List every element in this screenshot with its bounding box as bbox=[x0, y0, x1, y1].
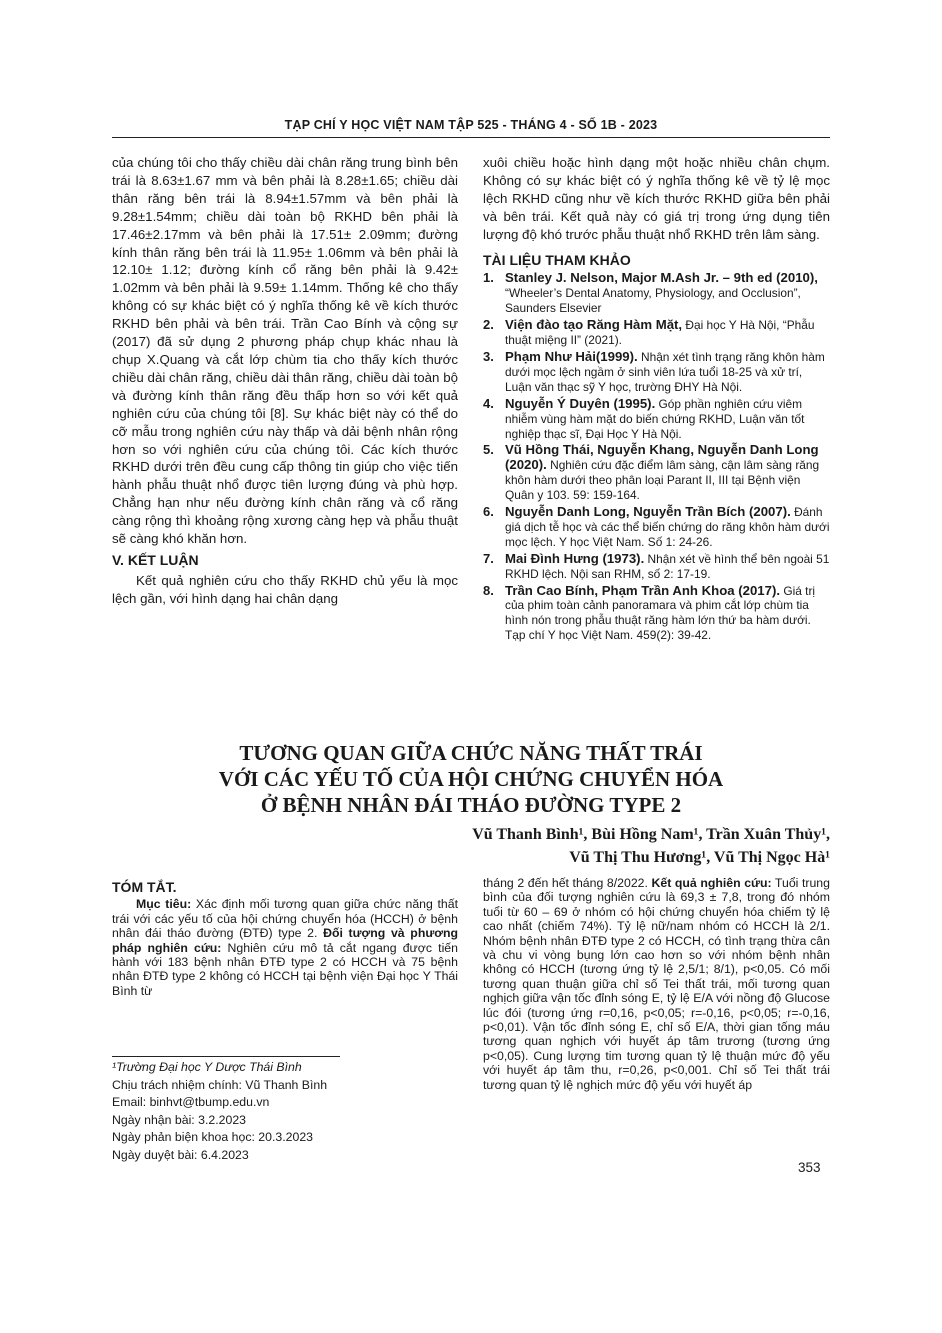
reference-item bbox=[483, 443, 830, 503]
header-rule bbox=[112, 137, 830, 138]
right-column bbox=[483, 154, 830, 645]
footnote-accepted: Ngày duyệt bài: 6.4.2023 bbox=[112, 1147, 249, 1162]
reference-authors: Mai Đình Hưng (1973). bbox=[505, 550, 645, 566]
abstract-heading: TÓM TẮT. bbox=[112, 879, 177, 895]
references-list bbox=[483, 271, 830, 643]
reference-number: 5. bbox=[483, 442, 494, 458]
abstract-paragraph bbox=[483, 876, 830, 1092]
footnote-affiliation: ¹Trường Đại học Y Dược Thái Bình bbox=[112, 1060, 302, 1074]
reference-item bbox=[483, 505, 830, 550]
reference-text: Đại học Y Hà Nội, “Phẫu thuật miệng II” (2021). bbox=[505, 318, 815, 348]
right-paragraph: xuôi chiều hoặc hình dạng một hoặc nhiều chân chụm. Không có sự khác biệt có ý nghĩa thống kê về tỷ lệ mọc lệch RKHD cũng như về kích thước RKHD giữa bên phải và bên trái. Kết quả này có giá trị trong ứng dụng tiên lượng độ khó trước phẫu thuật nhổ RKHD trên lâm sàng. bbox=[483, 155, 830, 242]
article-title-line: TƯƠNG QUAN GIỮA CHỨC NĂNG THẤT TRÁI bbox=[239, 741, 703, 765]
article-title-line: VỚI CÁC YẾU TỐ CỦA HỘI CHỨNG CHUYỂN HÓA bbox=[218, 767, 724, 791]
page-number: 353 bbox=[798, 1160, 821, 1175]
footnote-reviewed: Ngày phản biện khoa học: 20.3.2023 bbox=[112, 1130, 314, 1145]
results-text: Tuổi trung bình của đối tượng nghiên cứu là 69,3 ± 7,8, trong đó nhóm tuổi từ 60 – 69 ở nhóm có hội chứng chuyển hóa chiếm tỷ lệ cao nhất (chiếm 74%). Tỷ lệ nữ/nam nhóm có HCCH là 2/1. Nhóm bệnh nhân ĐTĐ type 2 có HCCH, có tình trạng thừa cân và chu vi vòng bụng lớn cao hơn so với nhóm bệnh nhân không có HCCH (tương ứng tỷ lệ 2,5/1; 8/1), p<0,05. Có mối tương quan thuận giữa chỉ số Tei thất trái, mối tương quan nghịch giữa vận tốc đỉnh sóng E, tỷ lệ E/A với nồng độ Glucose lúc đói (tương ứng r=0,16, p<0,05; r=-0,16, p<0,05; r=-0,16, p<0,01). Vận tốc đỉnh sóng E, chỉ số E/A, thời gian tống máu tương quan nghịch với huyết áp tâm trương (tương ứng p<0,05). Cung lượng tim tương quan tỷ lệ thuận mức độ yếu với huyết áp tâm thu, r=0,26, p<0,001. Chỉ số Tei thất trái tương quan tỷ lệ nghịch mức độ yếu với huyết áp bbox=[483, 876, 830, 1092]
reference-item bbox=[483, 397, 830, 442]
reference-authors: Phạm Như Hải(1999). bbox=[505, 348, 638, 364]
objective-text: Xác định mối tương quan giữa chức năng thất trái với các yếu tố của hội chứng chuyển hóa (HCCH) ở bệnh nhân đái tháo đường (ĐTĐ) type 2. bbox=[112, 897, 459, 941]
reference-number: 6. bbox=[483, 504, 494, 520]
abstract-left bbox=[112, 880, 458, 998]
authors-line: Vũ Thanh Bình¹, Bùi Hồng Nam¹, Trần Xuân Thủy¹, bbox=[472, 826, 830, 843]
reference-text: Đánh giá dịch tễ học và các thể biến chứng do răng khôn hàm dưới mọc lệch. Y học Việt Nam. Số 1: 24-26. bbox=[505, 505, 830, 549]
results-label: Kết quả nghiên cứu: bbox=[647, 876, 772, 890]
reference-number: 1. bbox=[483, 270, 494, 286]
reference-text: “Wheeler’s Dental Anatomy, Physiology, and Occlusion”, Saunders Elsevier bbox=[505, 286, 801, 316]
left-column bbox=[112, 154, 458, 608]
footnote bbox=[112, 1059, 327, 1165]
abstract-right bbox=[483, 876, 830, 1092]
reference-authors: Vũ Hồng Thái, Nguyễn Khang, Nguyễn Danh Long (2020). bbox=[505, 442, 819, 473]
reference-text: Nhận xét tình trạng răng khôn hàm dưới mọc lệch ngầm ở sinh viên lứa tuổi 18-25 và xử trí, Luận văn thạc sỹ Y học, trường ĐHY Hà Nội. bbox=[505, 349, 825, 394]
reference-item bbox=[483, 584, 830, 644]
footnote-rule bbox=[112, 1056, 340, 1057]
reference-authors: Trần Cao Bính, Phạm Trần Anh Khoa (2017). bbox=[505, 582, 781, 598]
conclusion-paragraph: Kết quả nghiên cứu cho thấy RKHD chủ yếu là mọc lệch gần, với hình dạng hai chân dạng bbox=[112, 572, 458, 606]
left-paragraph: của chúng tôi cho thấy chiều dài chân răng trung bình bên trái là 8.63±1.67 mm và bên phải là 8.28±1.65; chiều dài thân răng bên trái là 8.94±1.57mm và bên phải là 9.28±1.54mm; chiều dài toàn bộ RKHD bên phải là 17.46±2.17mm và bên phải là 17.51± 2.09mm; đường kính thân răng bên trái là 11.95± 1.06mm và bên phải là 12.10± 1.12; đường kính cổ răng bên phải là 9.42± 1.02mm và bên phải là 9.59± 1.14mm. Thống kê cho thấy không có sự khác biệt có ý nghĩa thống kê về kích thước RKHD bên phải và bên trái. Trần Cao Bính và cộng sự (2017) đã sử dụng 2 phương pháp chụp khác nhau là chụp X.Quang và cắt lớp chùm tia cho thấy kích thước chiều dài chân răng, chiều dài thân răng, chiều dài toàn bộ và đường kính thân răng đều thấp hơn so với kết quả nghiên cứu của chúng tôi [8]. Sự khác biệt này có thể do cỡ mẫu trong nghiên cứu này thấp và dải bệnh nhân rộng hơn so với nghiên cứu của chúng tôi. Các kích thước RKHD dưới trên đều cung cấp thông tin giúp cho việc tiến hành phẫu thuật nhổ được tiên lượng đúng và phù hợp. Chẳng hạn như nếu đường kính chân răng và cổ răng càng rộng thì khoảng rộng xương càng hẹp và phẫu thuật sẽ càng khó khăn hơn. bbox=[112, 155, 458, 547]
reference-authors: Stanley J. Nelson, Major M.Ash Jr. – 9th ed (2010), bbox=[505, 270, 818, 286]
reference-item bbox=[483, 350, 830, 395]
reference-number: 8. bbox=[483, 582, 494, 598]
reference-number: 4. bbox=[483, 395, 494, 411]
abstract-paragraph bbox=[112, 897, 458, 998]
footnote-corresponding: Chịu trách nhiệm chính: Vũ Thanh Bình bbox=[112, 1077, 328, 1092]
reference-authors: Viện đào tạo Răng Hàm Mặt, bbox=[505, 317, 683, 333]
authors-line: Vũ Thị Thu Hương¹, Vũ Thị Ngọc Hà¹ bbox=[569, 849, 830, 866]
reference-text: Góp phần nghiên cứu viêm nhiễm vùng hàm mặt do biến chứng RKHD, Luận văn tốt nghiệp thạc sĩ, Đại Học Y Hà Nội. bbox=[505, 396, 805, 441]
references-heading: TÀI LIỆU THAM KHẢO bbox=[483, 251, 631, 268]
reference-item bbox=[483, 271, 830, 316]
footnote-received: Ngày nhận bài: 3.2.2023 bbox=[112, 1112, 247, 1127]
footnote-email: Email: binhvt@tbump.edu.vn bbox=[112, 1095, 270, 1110]
reference-item bbox=[483, 552, 830, 582]
reference-number: 3. bbox=[483, 348, 494, 364]
methods-label: Đối tượng và phương pháp nghiên cứu: bbox=[112, 926, 458, 955]
reference-text: Giá trị của phim toàn cảnh panoramara và phim cắt lớp chùm tia hình nón trong phẫu thuật răng hàm lớn thứ ba hàm dưới. Tạp chí Y học Việt Nam. 459(2): 39-42. bbox=[505, 583, 816, 643]
reference-text: Nghiên cứu đặc điểm lâm sàng, cận lâm sàng răng khôn hàm dưới theo phân loại Parant II, III tại Bệnh viện Quân y 103. 59: 159-164. bbox=[505, 458, 820, 503]
reference-authors: Nguyễn Danh Long, Nguyễn Trần Bích (2007). bbox=[505, 504, 791, 520]
reference-item bbox=[483, 318, 830, 348]
reference-number: 2. bbox=[483, 317, 494, 333]
article-title-line: Ở BỆNH NHÂN ĐÁI THÁO ĐƯỜNG TYPE 2 bbox=[260, 793, 682, 817]
reference-number: 7. bbox=[483, 550, 494, 566]
methods-text: Nghiên cứu mô tả cắt ngang được tiến hành với 183 bệnh nhân ĐTĐ type 2 có HCCH và 75 bệnh nhân ĐTĐ type 2 không có HCCH tại bệnh viện Đại học Y Thái Bình từ bbox=[112, 940, 458, 998]
conclusion-heading: V. KẾT LUẬN bbox=[112, 551, 199, 568]
objective-label: Mục tiêu: bbox=[136, 897, 192, 912]
reference-text: Nhận xét về hình thể bên ngoài 51 RKHD lệch. Nội san RHM, số 2: 17-19. bbox=[505, 551, 830, 581]
results-lead: tháng 2 đến hết tháng 8/2022. bbox=[483, 876, 648, 890]
reference-authors: Nguyễn Ý Duyên (1995). bbox=[505, 395, 656, 411]
running-header: TẠP CHÍ Y HỌC VIỆT NAM TẬP 525 - THÁNG 4 - SỐ 1B - 2023 bbox=[284, 118, 658, 132]
